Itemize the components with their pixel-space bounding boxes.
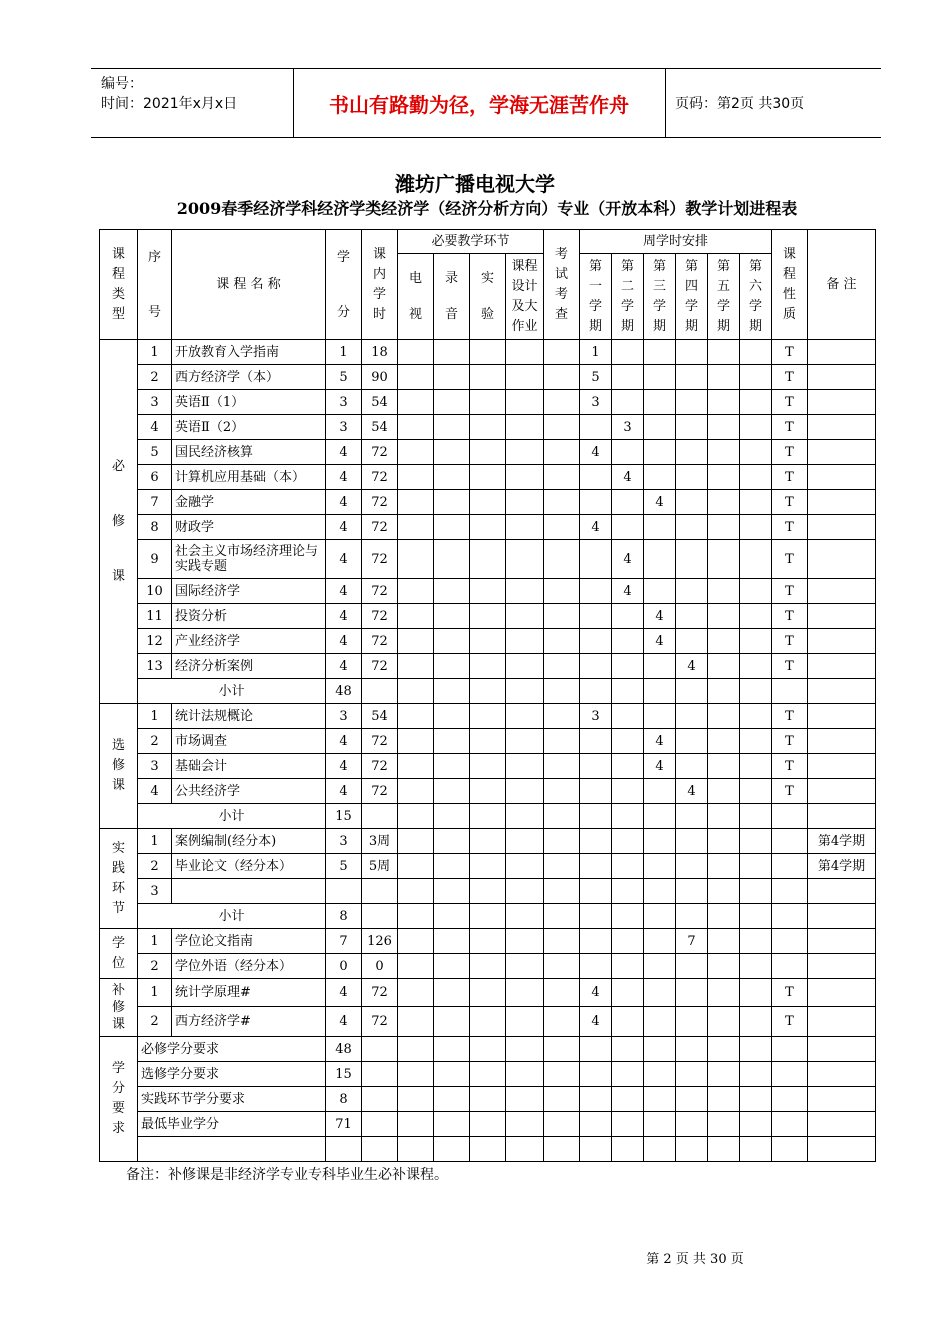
table-row: 4 英语Ⅱ（2） 3 54 3 T: [100, 415, 876, 440]
table-row: [100, 1137, 876, 1162]
table-row: 选修课 1 统计法规概论 3 54 3 T: [100, 704, 876, 729]
col-sem3: 第三学期: [644, 254, 676, 340]
table-row: 2 西方经济学（本） 5 90 5 T: [100, 365, 876, 390]
table-row: 选修学分要求 15: [100, 1062, 876, 1087]
subtotal-row: 小计 15: [100, 804, 876, 829]
table-row: 9 社会主义市场经济理论与实践专题 4 72 4 T: [100, 540, 876, 579]
table-row: 实践环节学分要求 8: [100, 1087, 876, 1112]
teaching-plan-table: [99, 229, 876, 1162]
col-sem1: 第一学期: [580, 254, 612, 340]
header-meta: [91, 69, 294, 137]
col-course-name: 课 程 名 称: [172, 230, 326, 340]
col-lab: 实验: [470, 254, 506, 340]
subtotal-row: 小计 48: [100, 679, 876, 704]
col-sem5: 第五学期: [708, 254, 740, 340]
table-row: 3: [100, 879, 876, 904]
header-slogan: 书山有路勤为径，学海无涯苦作舟: [293, 69, 666, 137]
table-row: 10 国际经济学 4 72 4 T: [100, 579, 876, 604]
col-essential-links: 必要教学环节: [398, 230, 544, 254]
table-row: 3 英语Ⅱ（1） 3 54 3 T: [100, 390, 876, 415]
col-tv: 电视: [398, 254, 434, 340]
doc-time-label: 时间：2021年x月x日: [101, 96, 238, 112]
col-weekly-schedule: 周学时安排: [580, 230, 772, 254]
header-page-number: 页码：第2页 共30页: [675, 96, 805, 112]
col-exam: 考试考查: [544, 230, 580, 340]
subtotal-row: 小计 8: [100, 904, 876, 929]
document-title: 潍坊广播电视大学: [395, 172, 555, 196]
table-row: 补修课 1 统计学原理# 4 72 4 T: [100, 979, 876, 1007]
table-row: 实践环节 1 案例编制(经分本) 3 3周 第4学期: [100, 829, 876, 854]
col-audio: 录音: [434, 254, 470, 340]
table-row: 8 财政学 4 72 4 T: [100, 515, 876, 540]
table-row: 学分要求 必修学分要求 48: [100, 1037, 876, 1062]
page-header: [91, 68, 881, 138]
col-design: 课程设计及大作业: [506, 254, 544, 340]
col-credit: 学 分: [326, 230, 362, 340]
col-nature: 课程性质: [772, 230, 808, 340]
table-row: 5 国民经济核算 4 72 4 T: [100, 440, 876, 465]
col-seq: 序 号: [138, 230, 172, 340]
col-sem6: 第六学期: [740, 254, 772, 340]
group-required: 必修课: [100, 340, 138, 704]
table-row: 6 计算机应用基础（本） 4 72 4 T: [100, 465, 876, 490]
table-row: 2 毕业论文（经分本） 5 5周 第4学期: [100, 854, 876, 879]
table-row: 2 西方经济学# 4 72 4 T: [100, 1007, 876, 1037]
col-sem4: 第四学期: [676, 254, 708, 340]
table-row: 7 金融学 4 72 4 T: [100, 490, 876, 515]
doc-number-label: 编号：: [101, 76, 143, 92]
group-elective: 选修课: [100, 704, 138, 829]
group-degree: 学位: [100, 929, 138, 979]
group-credit-requirements: 学分要求: [100, 1037, 138, 1162]
col-sem2: 第二学期: [612, 254, 644, 340]
table-row: 12 产业经济学 4 72 4 T: [100, 629, 876, 654]
group-makeup: 补修课: [100, 979, 138, 1037]
table-row: 13 经济分析案例 4 72 4 T: [100, 654, 876, 679]
table-row: 2 学位外语（经分本） 0 0: [100, 954, 876, 979]
table-row: 必修课 1 开放教育入学指南 1 18 1 T: [100, 340, 876, 365]
table-row: 2 市场调查 4 72 4 T: [100, 729, 876, 754]
table-row: 最低毕业学分 71: [100, 1112, 876, 1137]
document-subtitle: 2009春季经济学科经济学类经济学（经济分析方向）专业（开放本科）教学计划进程表: [176, 199, 798, 218]
table-note: 备注：补修课是非经济学专业专科毕业生必补课程。: [126, 1167, 448, 1183]
group-practice: 实践环节: [100, 829, 138, 929]
col-hours: 课内学时: [362, 230, 398, 340]
col-remarks: 备 注: [808, 230, 876, 340]
table-row: 11 投资分析 4 72 4 T: [100, 604, 876, 629]
table-row: 4 公共经济学 4 72 4 T: [100, 779, 876, 804]
col-course-type: 课程类型: [100, 230, 138, 340]
table-row: 学位 1 学位论文指南 7 126 7: [100, 929, 876, 954]
table-row: 3 基础会计 4 72 4 T: [100, 754, 876, 779]
footer-page-number: 第 2 页 共 30 页: [646, 1252, 744, 1267]
